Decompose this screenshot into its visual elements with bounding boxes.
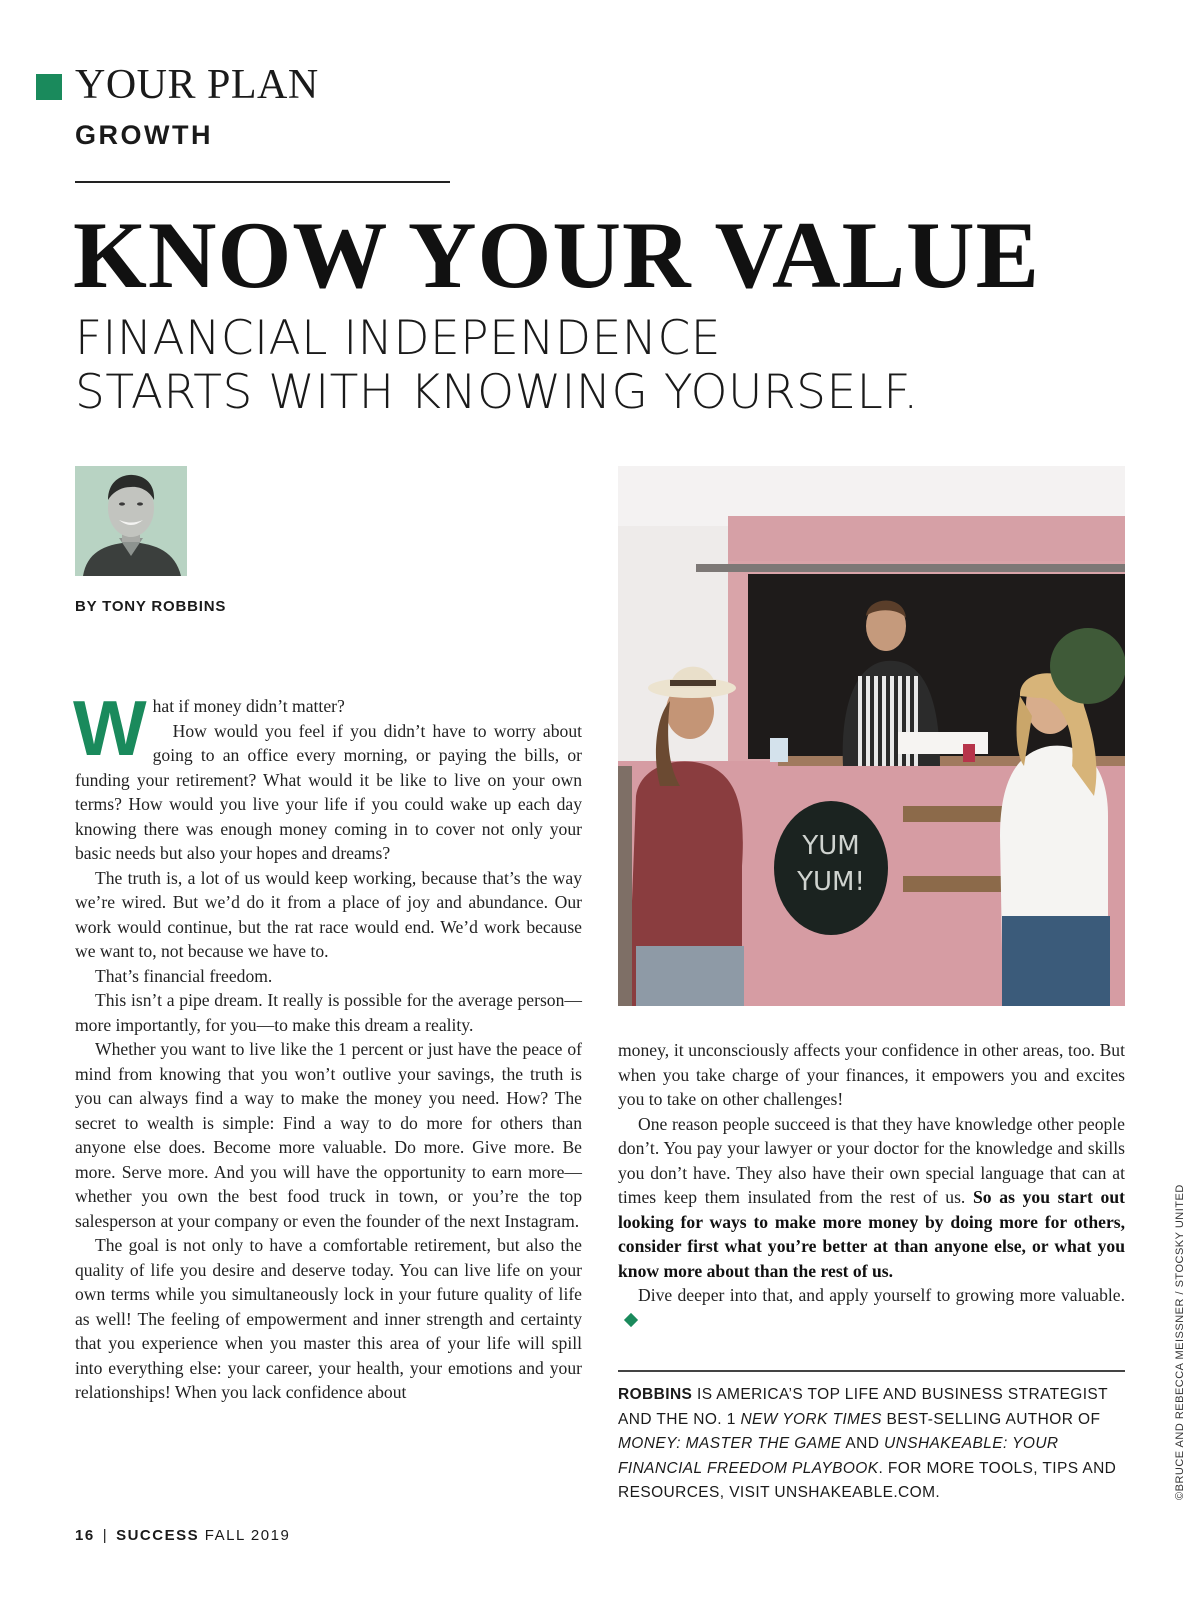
photo-credit: ©BRUCE AND REBECCA MEISSNER / STOCSKY UNITED bbox=[1174, 1184, 1186, 1500]
sign-text-line-2: YUM! bbox=[797, 867, 865, 897]
article-column-right bbox=[618, 1038, 1125, 1332]
drop-cap: W bbox=[73, 684, 147, 772]
section-divider bbox=[75, 181, 450, 183]
paragraph: That’s financial freedom. bbox=[95, 965, 273, 986]
bio-divider bbox=[618, 1370, 1125, 1372]
section-subtitle: GROWTH bbox=[75, 120, 213, 150]
paragraph: The goal is not only to have a comfortable retirement, but also the quality of life you desire and deserve today. You can live life on your own terms while you simultaneously lock in your future quality of life as well! The feeling of empowerment and inner strength and certainty that you experience when you master this area of your life will spill into everything else: your career, your health, your emotions and your relationships! When you lack confidence about bbox=[75, 1235, 582, 1402]
page-footer: 16 | SUCCESS FALL 2019 bbox=[75, 1527, 291, 1544]
sign-text-line-1: YUM bbox=[802, 831, 860, 861]
paragraph: One reason people succeed is that they have knowledge other people don’t. You pay your lawyer or your doctor for the knowledge and skills you don’t have. They also have their own special language that can at times keep them insulated from the rest of us. So as you start out looking for ways to make more money by doing more for others, consider first what you’re better at than anyone else, or what you know more about than the rest of us. bbox=[618, 1113, 1125, 1281]
page-number: 16 bbox=[75, 1527, 95, 1544]
paragraph: money, it unconsciously affects your confidence in other areas, too. But when you take charge of your finances, it empowers you and excites you to take on other challenges! bbox=[618, 1040, 1125, 1109]
headline: KNOW YOUR VALUE bbox=[73, 202, 1040, 308]
paragraph: Dive deeper into that, and apply yourself to growing more valuable. bbox=[618, 1283, 1125, 1332]
issue-date: FALL 2019 bbox=[204, 1527, 291, 1544]
paragraph: This isn’t a pipe dream. It really is possible for the average person—more importantly, for you—to make this dream a reality. bbox=[75, 990, 582, 1035]
author-photo bbox=[75, 466, 187, 576]
paragraph: What if money didn’t matter? bbox=[73, 684, 345, 772]
deck bbox=[75, 312, 919, 420]
end-mark-diamond-icon bbox=[624, 1312, 638, 1326]
paragraph: Whether you want to live like the 1 percent or just have the peace of mind from knowing that you won’t outlive your savings, the truth is you can always find a way to make the money you need. How? The secret to wealth is simple: Find a way to do more for others than anyone else does. Become more valuable. Do more. Give more. Be more. Serve more. And you will have the opportunity to earn more—whether you own the best food truck in town, or you’re the top salesperson at your company or even the founder of the next Instagram. bbox=[75, 1039, 582, 1231]
magazine-name: SUCCESS bbox=[116, 1527, 200, 1544]
byline: BY TONY ROBBINS bbox=[75, 598, 227, 615]
food-truck-photo bbox=[618, 466, 1125, 1006]
deck-line-2: STARTS WITH KNOWING YOURSELF. bbox=[75, 365, 919, 420]
section-title: YOUR PLAN bbox=[75, 62, 319, 108]
emphasis-text: So as you start out looking for ways to make more money by doing more for others, consider first what you’re better at than anyone else, or what you know more about than the rest of us. bbox=[618, 1187, 1125, 1281]
paragraph: How would you feel if you didn’t have to worry about going to an office every morning, or paying the bills, or funding your retirement? What would it be like to live on your own terms? How would you live your life if you could wake up each day knowing there was enough money coming in to cover not only your basic needs but also your hopes and dreams? bbox=[75, 720, 582, 863]
paragraph: The truth is, a lot of us would keep working, because that’s the way we’re wired. But we’d do it from a place of joy and abundance. Our work would continue, but the rat race would end. We’d work because we want to, not because we have to. bbox=[75, 867, 582, 961]
author-bio: ROBBINS IS AMERICA’S TOP LIFE AND BUSINESS STRATEGIST AND THE NO. 1 NEW YORK TIMES BEST-SELLING AUTHOR OF MONEY: MASTER THE GAME AND UNSHAKEABLE: YOUR FINANCIAL FREEDOM PLAYBOOK. FOR MORE TOOLS, TIPS AND RESOURCES, VISIT UNSHAKEABLE.COM. bbox=[618, 1386, 1117, 1501]
deck-line-1: FINANCIAL INDEPENDENCE bbox=[75, 311, 721, 366]
article-column-left bbox=[73, 684, 582, 1405]
section-marker bbox=[36, 74, 62, 100]
